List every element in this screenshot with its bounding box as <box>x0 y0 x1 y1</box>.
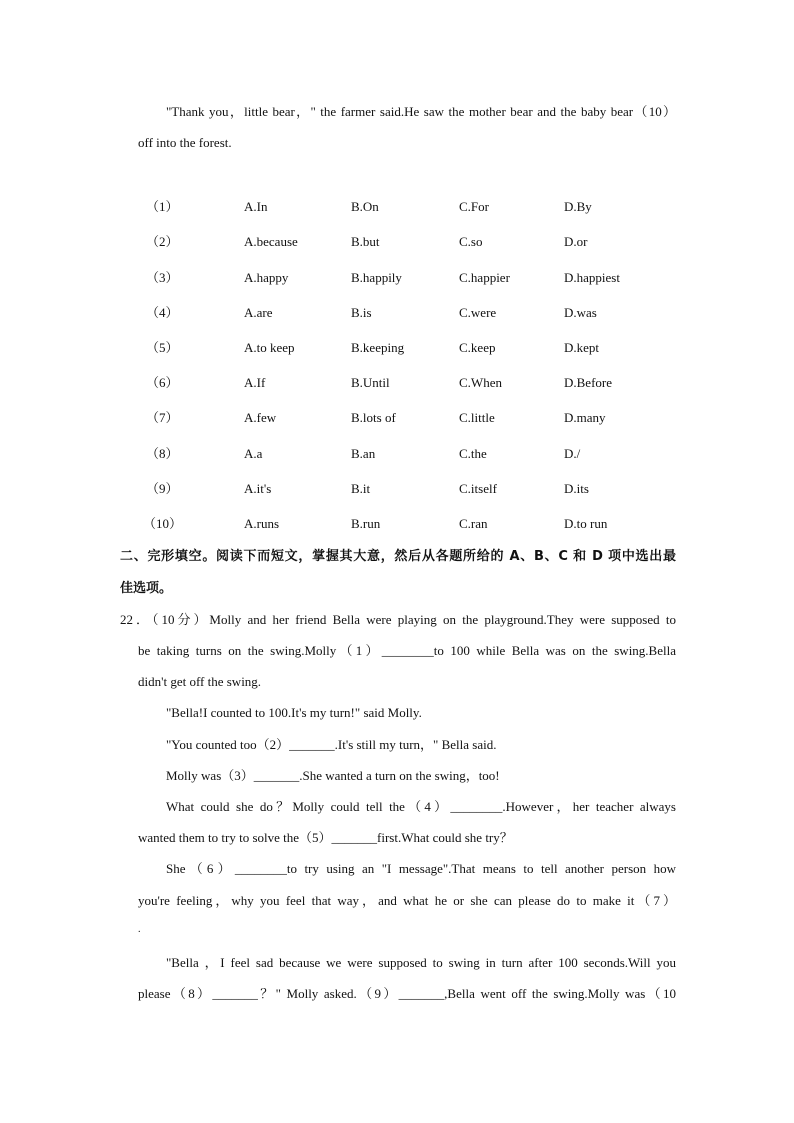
option-b: B.happily <box>351 270 402 285</box>
question-number: （9） <box>146 481 179 496</box>
option-b: B.keeping <box>351 340 405 355</box>
option-a: A.a <box>244 446 263 461</box>
question-22-line-2: be taking turns on the swing.Molly（1）________to 100 while Bella was on the swing.Bella <box>138 643 676 658</box>
question-number: （3） <box>146 270 179 285</box>
option-d: D.to run <box>564 516 608 531</box>
option-c: C.so <box>459 234 483 249</box>
question-number: （8） <box>146 446 179 461</box>
option-d: D.Before <box>564 375 613 390</box>
option-a: A.are <box>244 305 273 320</box>
option-a: A.In <box>244 199 268 214</box>
option-d: D.happiest <box>564 270 620 285</box>
option-a: A.few <box>244 410 277 425</box>
passage-paragraph-4: Molly was（3）_______.She wanted a turn on the swing，too! <box>166 768 500 783</box>
option-d: D.was <box>564 305 597 320</box>
option-b: B.run <box>351 516 381 531</box>
option-d: D.By <box>564 199 592 214</box>
option-b: B.On <box>351 199 379 214</box>
option-c: C.were <box>459 305 497 320</box>
option-c: C.the <box>459 446 487 461</box>
option-d: D.or <box>564 234 588 249</box>
question-number: （1） <box>146 199 179 214</box>
option-a: A.runs <box>244 516 280 531</box>
section-heading-line-1: 二、完形填空。阅读下而短文，掌握其大意，然后从各题所给的 A、B、C 和 D 项中选出最 <box>120 549 676 564</box>
option-a: A.to keep <box>244 340 295 355</box>
option-b: B.Until <box>351 375 390 390</box>
passage-paragraph-6-line-1: She（6）________to try using an "I message".That means to tell another person how <box>166 861 676 876</box>
option-c: C.When <box>459 375 502 390</box>
option-a: A.If <box>244 375 266 390</box>
option-c: C.happier <box>459 270 510 285</box>
option-c: C.ran <box>459 516 488 531</box>
option-b: B.is <box>351 305 372 320</box>
passage-paragraph-5-line-2: wanted them to try to solve the（5）_______first.What could she try？ <box>138 830 513 845</box>
passage-paragraph-6-line-3: . <box>138 924 141 935</box>
question-22-line-1: 22．（10分）Molly and her friend Bella were playing on the playground.They were supposed to <box>120 612 676 627</box>
question-number: （4） <box>146 305 179 320</box>
passage-paragraph-3: "You counted too（2）_______.It's still my turn，" Bella said. <box>166 737 497 752</box>
question-number: （5） <box>146 340 179 355</box>
intro-line-1: "Thank you，little bear，" the farmer said.He saw the mother bear and the baby bear（10） <box>166 104 676 119</box>
passage-paragraph-7-line-2: please（8）_______？" Molly asked.（9）_______,Bella went off the swing.Molly was（10 <box>138 986 676 1001</box>
option-b: B.it <box>351 481 371 496</box>
option-b: B.an <box>351 446 376 461</box>
option-c: C.keep <box>459 340 496 355</box>
question-number: （7） <box>146 410 179 425</box>
option-c: C.little <box>459 410 495 425</box>
option-a: A.it's <box>244 481 272 496</box>
option-d: D.its <box>564 481 589 496</box>
section-heading-line-2: 佳选项。 <box>120 581 173 596</box>
option-c: C.itself <box>459 481 497 496</box>
question-number: （10） <box>143 516 183 531</box>
question-number: （2） <box>146 234 179 249</box>
option-d: D.kept <box>564 340 600 355</box>
option-b: B.lots of <box>351 410 396 425</box>
passage-paragraph-5-line-1: What could she do？Molly could tell the（4）________.However，her teacher always <box>166 799 676 814</box>
option-c: C.For <box>459 199 489 214</box>
option-d: D.many <box>564 410 606 425</box>
intro-line-2: off into the forest. <box>138 135 232 150</box>
question-number: （6） <box>146 375 179 390</box>
passage-paragraph-7-line-1: "Bella ，I feel sad because we were supposed to swing in turn after 100 seconds.Will you <box>166 955 676 970</box>
question-22-line-3: didn't get off the swing. <box>138 674 262 689</box>
option-b: B.but <box>351 234 380 249</box>
passage-paragraph-6-line-2: you're feeling，why you feel that way，and what he or she can please do to make it（7） <box>138 893 676 908</box>
option-a: A.happy <box>244 270 289 285</box>
option-d: D./ <box>564 446 581 461</box>
passage-paragraph-2: "Bella!I counted to 100.It's my turn!" said Molly. <box>166 705 422 720</box>
option-a: A.because <box>244 234 298 249</box>
